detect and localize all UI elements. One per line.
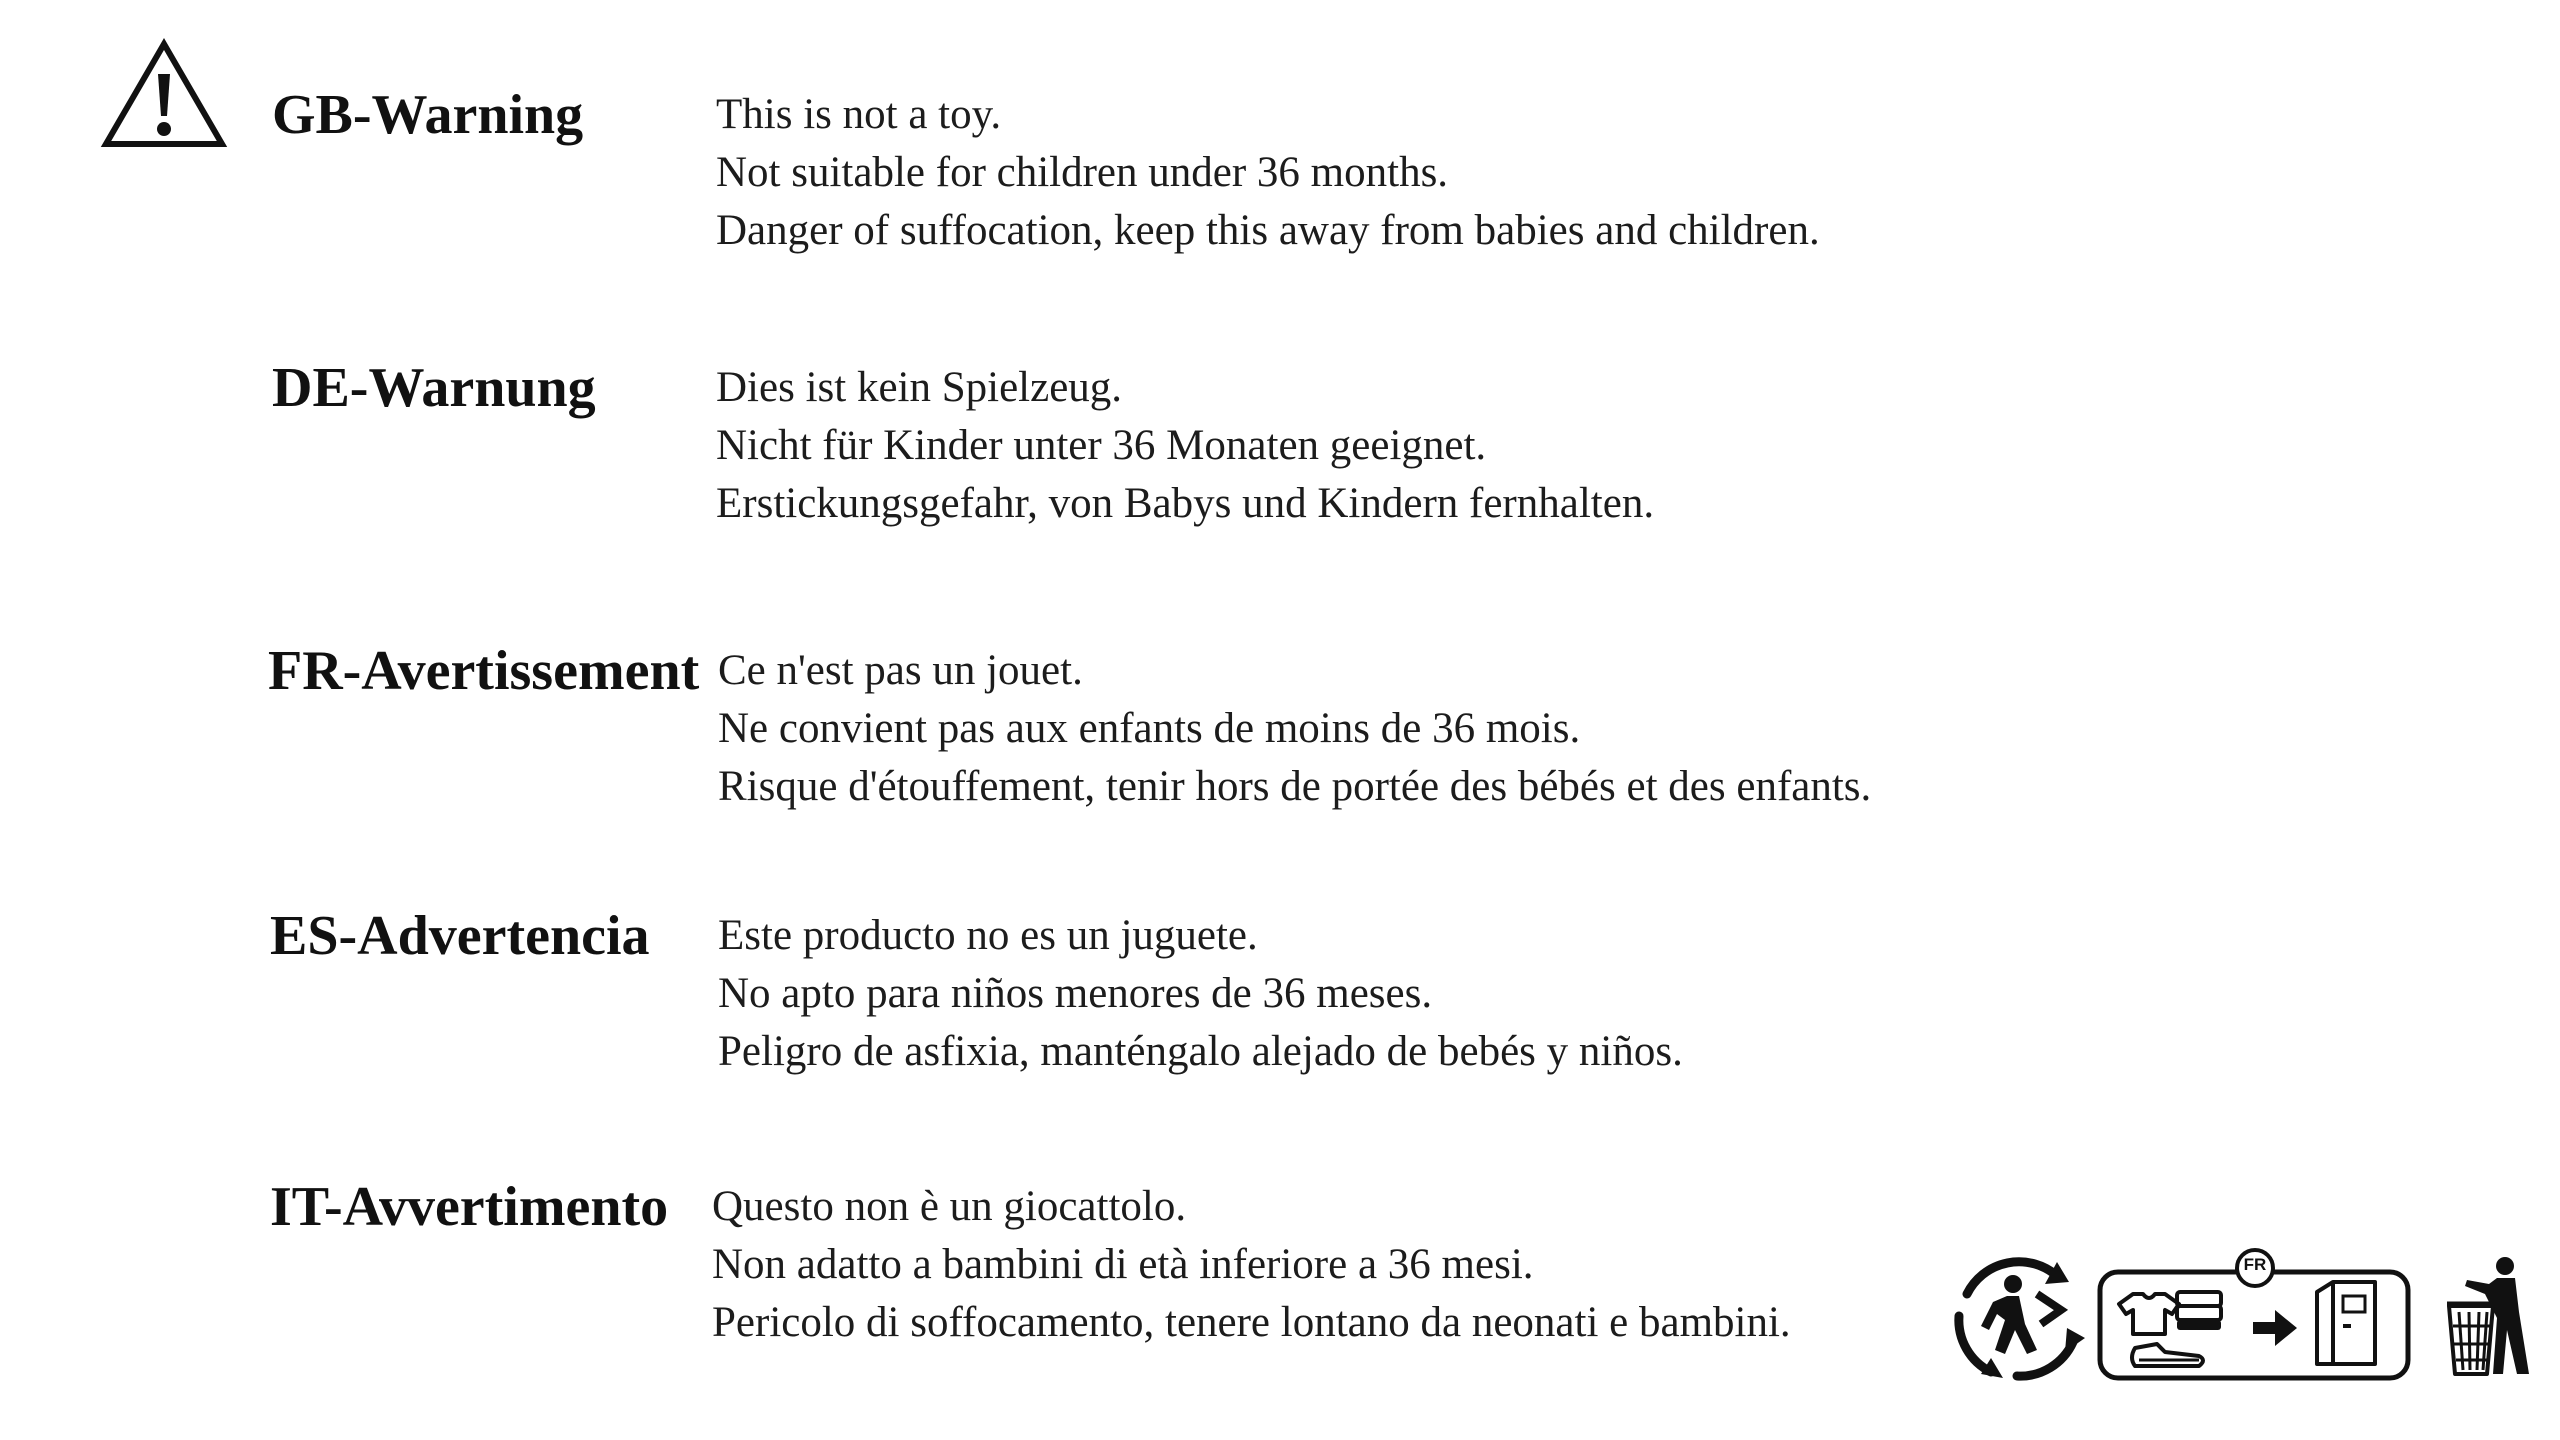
warning-triangle-icon xyxy=(100,38,228,150)
warning-line: Pericolo di soffocamento, tenere lontano da neonati e bambini. xyxy=(712,1299,1791,1346)
sorting-badge-label: FR xyxy=(2243,1255,2267,1274)
warning-line: Non adatto a bambini di età inferiore a 36 mesi. xyxy=(712,1241,1534,1288)
warning-line: Este producto no es un juguete. xyxy=(718,912,1258,959)
warning-heading-fr: FR-Avertissement xyxy=(268,640,700,702)
recycling-symbols xyxy=(1945,1248,2545,1388)
warning-heading-gb: GB-Warning xyxy=(272,84,584,146)
warning-line: Ne convient pas aux enfants de moins de 36 mois. xyxy=(718,705,1581,752)
warning-text-it xyxy=(712,1178,1791,1352)
warning-text-de xyxy=(716,359,1654,533)
warning-line: No apto para niños menores de 36 meses. xyxy=(718,970,1433,1017)
warning-line: Peligro de asfixia, manténgalo alejado de bebés y niños. xyxy=(718,1028,1683,1075)
warning-line: This is not a toy. xyxy=(716,91,1002,138)
warning-line: Questo non è un giocattolo. xyxy=(712,1183,1187,1230)
warning-heading-de: DE-Warnung xyxy=(272,357,596,419)
tidyman-bin-icon xyxy=(2445,1254,2540,1378)
warning-heading-it: IT-Avvertimento xyxy=(270,1176,669,1238)
warning-text-es xyxy=(718,907,1683,1081)
warning-line: Ce n'est pas un jouet. xyxy=(718,647,1083,694)
warning-line: Dies ist kein Spielzeug. xyxy=(716,364,1123,411)
warning-line: Erstickungsgefahr, von Babys und Kindern fernhalten. xyxy=(716,480,1655,527)
warning-line: Risque d'étouffement, tenir hors de portée des bébés et des enfants. xyxy=(718,763,1872,810)
triman-recycling-icon xyxy=(1945,1254,2090,1382)
warning-line: Nicht für Kinder unter 36 Monaten geeignet. xyxy=(716,422,1487,469)
warning-text-gb xyxy=(716,86,1820,260)
warning-text-fr xyxy=(718,642,1871,816)
warning-heading-es: ES-Advertencia xyxy=(270,905,650,967)
warning-line: Not suitable for children under 36 months. xyxy=(716,149,1449,196)
warning-line: Danger of suffocation, keep this away from babies and children. xyxy=(716,207,1820,254)
